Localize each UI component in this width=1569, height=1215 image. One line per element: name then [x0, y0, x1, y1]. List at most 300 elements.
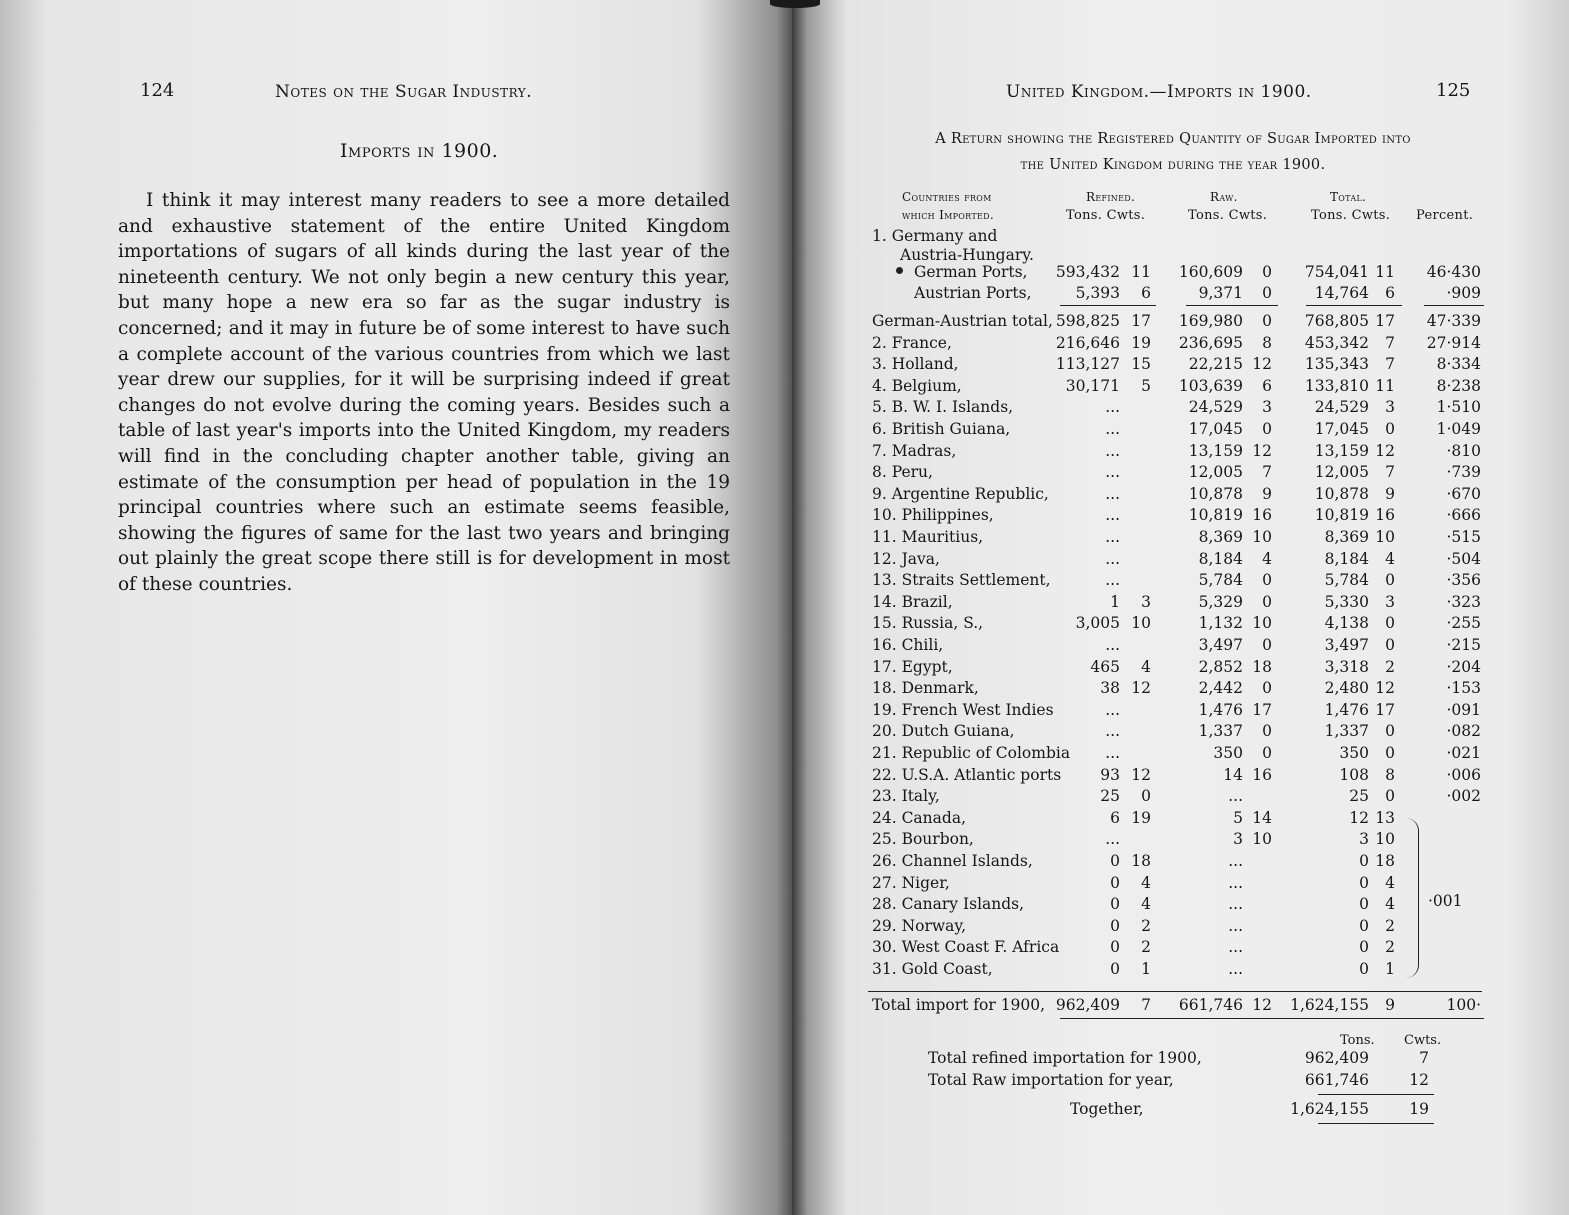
total-raw-cwts: 12 — [1252, 996, 1272, 1014]
raw-tons: 8,369 — [1198, 528, 1243, 546]
total-tons: 0 — [1359, 852, 1369, 870]
country-name: 8. Peru, — [872, 463, 933, 482]
country-name: 4. Belgium, — [872, 376, 962, 395]
refined-tons: 3,005 — [1075, 614, 1120, 633]
refined-tons: ... — [1105, 830, 1120, 849]
percent: ·255 — [1446, 614, 1481, 633]
table-row — [0, 353, 1569, 375]
raw-tons: 17,045 — [1188, 420, 1243, 438]
raw-tons: 3,497 — [1198, 636, 1243, 654]
table-row — [0, 282, 1569, 304]
table-row — [0, 936, 1569, 958]
total-cwts: 7 — [1385, 355, 1395, 374]
table-row — [0, 828, 1569, 850]
right-page-number: 125 — [1436, 80, 1471, 101]
rule-below-total — [1060, 1018, 1484, 1019]
refined-tons: 593,432 — [1055, 263, 1120, 281]
table-row — [0, 634, 1569, 656]
raw-cwts: 16 — [1252, 765, 1272, 784]
total-tons: 768,805 — [1304, 312, 1369, 330]
refined-cwts: 2 — [1141, 938, 1151, 957]
total-cwts: 0 — [1385, 722, 1395, 741]
total-cwts: 2 — [1385, 657, 1395, 676]
raw-cwts: 3 — [1262, 398, 1272, 417]
raw-cwts: 0 — [1262, 263, 1272, 281]
raw-tons: 13,159 — [1188, 441, 1243, 460]
raw-tons: 9,371 — [1198, 284, 1243, 302]
raw-tons: 14 — [1223, 765, 1243, 784]
header-refined: Refined. — [1086, 190, 1136, 204]
table-row — [0, 720, 1569, 742]
total-cwts: 3 — [1385, 398, 1395, 417]
raw-tons: 12,005 — [1188, 463, 1243, 482]
percent: ·215 — [1446, 636, 1481, 654]
total-label: Total import for 1900, — [872, 996, 1046, 1014]
refined-cwts: 5 — [1141, 376, 1151, 395]
raw-cwts: 0 — [1262, 679, 1272, 698]
total-tons: 14,764 — [1314, 284, 1369, 302]
country-name: 5. B. W. I. Islands, — [872, 398, 1014, 417]
summary-label: Total refined importation for 1900, — [928, 1049, 1202, 1067]
refined-tons: 0 — [1110, 960, 1120, 978]
table-row — [0, 893, 1569, 915]
percent: ·356 — [1446, 571, 1481, 590]
raw-cwts: 10 — [1252, 614, 1272, 633]
raw-tons: 5,784 — [1198, 571, 1243, 590]
total-raw-tons: 661,746 — [1178, 996, 1243, 1014]
raw-cwts: 9 — [1262, 484, 1272, 503]
summary-tons: 1,624,155 — [1290, 1100, 1369, 1118]
total-percent: 100· — [1446, 996, 1481, 1014]
percent: 27·914 — [1426, 333, 1481, 352]
country-name: 9. Argentine Republic, — [872, 484, 1049, 503]
percent: ·082 — [1446, 722, 1481, 741]
total-tons: 5,784 — [1324, 571, 1369, 590]
brace-bracket — [1406, 818, 1419, 978]
total-cwts: 10 — [1375, 528, 1395, 546]
country-name: 26. Channel Islands, — [872, 852, 1033, 870]
total-tons: 12,005 — [1314, 463, 1369, 482]
raw-cwts: 0 — [1262, 744, 1272, 762]
total-cwts: 11 — [1375, 376, 1395, 395]
country-name: 7. Madras, — [872, 441, 957, 460]
total-cwts: 7 — [1385, 333, 1395, 352]
total-cwts: 17 — [1375, 700, 1395, 719]
raw-tons: 8,184 — [1198, 549, 1243, 568]
total-tons: 0 — [1359, 916, 1369, 935]
total-tons: 453,342 — [1304, 333, 1369, 352]
refined-cwts: 15 — [1131, 355, 1151, 374]
summary-cwts: 7 — [1419, 1049, 1429, 1067]
raw-tons: 1,476 — [1198, 700, 1243, 719]
refined-tons: ... — [1105, 636, 1120, 654]
total-cwts: 0 — [1385, 571, 1395, 590]
left-running-head: Notes on the Sugar Industry. — [275, 82, 533, 102]
header-countries-1: Countries from — [902, 190, 992, 204]
total-cwts: 7 — [1385, 463, 1395, 482]
raw-tons: 160,609 — [1178, 263, 1243, 281]
table-title-line-2: the United Kingdom during the year 1900. — [1020, 157, 1326, 173]
raw-tons: 5 — [1233, 808, 1243, 827]
total-total-cwts: 9 — [1385, 996, 1395, 1014]
raw-tons: 236,695 — [1178, 333, 1243, 352]
percent: 8·334 — [1436, 355, 1481, 374]
country-name: 12. Java, — [872, 549, 940, 568]
refined-tons: ... — [1105, 722, 1120, 741]
refined-tons: 0 — [1110, 873, 1120, 892]
left-page-number: 124 — [140, 80, 175, 101]
total-tons: 0 — [1359, 873, 1369, 892]
table-row — [0, 764, 1569, 786]
country-name: 24. Canada, — [872, 808, 966, 827]
percent: ·002 — [1446, 787, 1481, 806]
group-heading-text: Austria-Hungary. — [900, 246, 1034, 264]
country-name: 6. British Guiana, — [872, 420, 1011, 438]
table-row — [0, 418, 1569, 440]
total-total-tons: 1,624,155 — [1290, 996, 1369, 1014]
raw-tons: 5,329 — [1198, 592, 1243, 611]
percent: 47·339 — [1426, 312, 1481, 330]
header-countries-2: which Imported. — [902, 208, 994, 222]
refined-tons: ... — [1105, 420, 1120, 438]
total-tons: 2,480 — [1324, 679, 1369, 698]
total-cwts: 17 — [1375, 312, 1395, 330]
raw-tons: 103,639 — [1178, 376, 1243, 395]
total-cwts: 18 — [1375, 852, 1395, 870]
percent: ·504 — [1446, 549, 1481, 568]
total-cwts: 0 — [1385, 614, 1395, 633]
country-name: German Ports, — [914, 263, 1028, 281]
table-row — [0, 915, 1569, 937]
raw-cwts: 10 — [1252, 528, 1272, 546]
raw-cwts: 0 — [1262, 592, 1272, 611]
total-tons: 10,819 — [1314, 506, 1369, 525]
country-name: 11. Mauritius, — [872, 528, 984, 546]
refined-cwts: 3 — [1141, 592, 1151, 611]
body-paragraph: I think it may interest many readers to see a more detailed and exhaustive statement of the entire United Kingdom importations of sugars of all kinds during the last year of the nineteenth century. We not only begin a new century this year, but many hope a new era so far as the sugar industry is concerned; and it may in future be of some interest to have such a complete account of the various countries from which we last year drew our supplies, for it will be surprising indeed if great changes do not evolve during the coming years. Besides such a table of last year's imports into the United Kingdom, my readers will find in the concluding chapter another table, giving an estimate of the consumption per head of population in the 19 principal countries where such an estimate seems feasible, showing the figures of same for the last two years and bringing out plainly the great scope there still is for development in most of these countries. — [118, 190, 730, 595]
percent: ·670 — [1446, 484, 1481, 503]
country-name: 20. Dutch Guiana, — [872, 722, 1015, 741]
country-name: 25. Bourbon, — [872, 830, 974, 849]
total-cwts: 6 — [1385, 284, 1395, 302]
country-name: 18. Denmark, — [872, 679, 979, 698]
raw-tons: ... — [1228, 873, 1243, 892]
raw-cwts: 12 — [1252, 355, 1272, 374]
raw-cwts: 18 — [1252, 657, 1272, 676]
refined-tons: 6 — [1110, 808, 1120, 827]
total-tons: 13,159 — [1314, 441, 1369, 460]
refined-tons: ... — [1105, 549, 1120, 568]
percent: ·739 — [1446, 463, 1481, 482]
total-tons: 350 — [1339, 744, 1369, 762]
summary-label: Together, — [1070, 1100, 1144, 1118]
total-refined-cwts: 7 — [1141, 996, 1151, 1014]
refined-tons: 0 — [1110, 938, 1120, 957]
country-name: German-Austrian total, — [872, 312, 1053, 330]
total-tons: 1,476 — [1324, 700, 1369, 719]
raw-tons: ... — [1228, 938, 1243, 957]
raw-cwts: 0 — [1262, 284, 1272, 302]
rule-summary-total — [1318, 1123, 1434, 1124]
country-name: 30. West Coast F. Africa — [872, 938, 1060, 957]
total-refined-tons: 962,409 — [1055, 996, 1120, 1014]
refined-cwts: 18 — [1131, 852, 1151, 870]
country-name: 23. Italy, — [872, 787, 940, 806]
raw-tons: ... — [1228, 852, 1243, 870]
total-tons: 12 — [1349, 808, 1369, 827]
brace-percent: ·001 — [1428, 892, 1463, 910]
refined-tons: 93 — [1100, 765, 1120, 784]
refined-cwts: 6 — [1141, 284, 1151, 302]
total-tons: 135,343 — [1304, 355, 1369, 374]
total-tons: 24,529 — [1314, 398, 1369, 417]
total-tons: 25 — [1349, 787, 1369, 806]
refined-tons: ... — [1105, 463, 1120, 482]
percent: ·810 — [1446, 441, 1481, 460]
total-tons: 0 — [1359, 938, 1369, 957]
table-row — [0, 612, 1569, 634]
total-row — [0, 994, 1569, 1016]
raw-tons: ... — [1228, 787, 1243, 806]
summary-label: Total Raw importation for year, — [928, 1071, 1174, 1089]
table-row — [0, 440, 1569, 462]
country-name: 29. Norway, — [872, 916, 967, 935]
total-tons: 8,184 — [1324, 549, 1369, 568]
country-name: 17. Egypt, — [872, 657, 953, 676]
table-row — [0, 261, 1569, 283]
table-row — [0, 591, 1569, 613]
summary-line — [0, 1069, 1569, 1091]
total-cwts: 4 — [1385, 873, 1395, 892]
table-row — [0, 569, 1569, 591]
table-row — [0, 807, 1569, 829]
group-heading-text: 1. Germany and — [872, 227, 998, 245]
refined-cwts: 1 — [1141, 960, 1151, 978]
total-cwts: 9 — [1385, 484, 1395, 503]
refined-tons: 5,393 — [1075, 284, 1120, 302]
table-row — [0, 785, 1569, 807]
country-name: 15. Russia, S., — [872, 614, 984, 633]
country-name: Austrian Ports, — [914, 284, 1032, 302]
summary-tons: 962,409 — [1304, 1049, 1369, 1067]
rule-raw-subtotal — [1186, 305, 1278, 306]
refined-cwts: 4 — [1141, 873, 1151, 892]
refined-cwts: 11 — [1131, 263, 1151, 281]
table-row — [0, 699, 1569, 721]
table-row — [0, 483, 1569, 505]
percent: 8·238 — [1436, 376, 1481, 395]
raw-tons: 169,980 — [1178, 312, 1243, 330]
percent: ·515 — [1446, 528, 1481, 546]
summary-cwts: 12 — [1409, 1071, 1429, 1089]
rule-refined-subtotal — [1060, 305, 1156, 306]
raw-cwts: 12 — [1252, 441, 1272, 460]
total-tons: 5,330 — [1324, 592, 1369, 611]
percent: ·666 — [1446, 506, 1481, 525]
country-name: 21. Republic of Colombia — [872, 744, 1071, 762]
table-row — [0, 375, 1569, 397]
table-row — [0, 461, 1569, 483]
percent: ·153 — [1446, 679, 1481, 698]
refined-tons: ... — [1105, 398, 1120, 417]
total-tons: 17,045 — [1314, 420, 1369, 438]
total-tons: 108 — [1339, 765, 1369, 784]
raw-cwts: 4 — [1262, 549, 1272, 568]
raw-cwts: 0 — [1262, 571, 1272, 590]
total-cwts: 3 — [1385, 592, 1395, 611]
header-raw: Raw. — [1210, 190, 1238, 204]
refined-tons: 0 — [1110, 852, 1120, 870]
rule-summary — [1318, 1094, 1434, 1095]
table-row — [0, 526, 1569, 548]
total-tons: 754,041 — [1304, 263, 1369, 281]
rule-above-total — [868, 991, 1482, 992]
table-row — [0, 504, 1569, 526]
refined-tons: 216,646 — [1055, 333, 1120, 352]
total-cwts: 12 — [1375, 679, 1395, 698]
table-row — [0, 958, 1569, 980]
summary-tons: 661,746 — [1304, 1071, 1369, 1089]
book-gutter — [770, 0, 820, 8]
summary-cwts-header: Cwts. — [1404, 1033, 1442, 1048]
total-tons: 0 — [1359, 895, 1369, 914]
refined-cwts: 19 — [1131, 333, 1151, 352]
raw-cwts: 6 — [1262, 376, 1272, 395]
raw-tons: 350 — [1213, 744, 1243, 762]
right-running-head: United Kingdom.—Imports in 1900. — [1006, 82, 1312, 102]
country-name: 2. France, — [872, 333, 952, 352]
total-tons: 3,318 — [1324, 657, 1369, 676]
refined-tons: 113,127 — [1055, 355, 1120, 374]
total-cwts: 4 — [1385, 895, 1395, 914]
total-tons: 0 — [1359, 960, 1369, 978]
total-cwts: 16 — [1375, 506, 1395, 525]
country-name: 16. Chili, — [872, 636, 944, 654]
header-total: Total. — [1330, 190, 1367, 204]
raw-tons: ... — [1228, 960, 1243, 978]
country-name: 22. U.S.A. Atlantic ports — [872, 765, 1062, 784]
total-cwts: 2 — [1385, 938, 1395, 957]
total-cwts: 4 — [1385, 549, 1395, 568]
refined-cwts: 4 — [1141, 895, 1151, 914]
table-row — [0, 850, 1569, 872]
refined-tons: ... — [1105, 571, 1120, 590]
refined-tons: ... — [1105, 506, 1120, 525]
total-tons: 3,497 — [1324, 636, 1369, 654]
country-name: 28. Canary Islands, — [872, 895, 1025, 914]
total-cwts: 12 — [1375, 441, 1395, 460]
total-cwts: 0 — [1385, 787, 1395, 806]
percent: 1·049 — [1436, 420, 1481, 438]
total-cwts: 0 — [1385, 636, 1395, 654]
refined-cwts: 10 — [1131, 614, 1151, 633]
raw-cwts: 14 — [1252, 808, 1272, 827]
raw-tons: 3 — [1233, 830, 1243, 849]
section-title: Imports in 1900. — [340, 140, 499, 162]
total-cwts: 1 — [1385, 960, 1395, 978]
raw-tons: 1,132 — [1198, 614, 1243, 633]
table-row — [0, 656, 1569, 678]
total-tons: 10,878 — [1314, 484, 1369, 503]
total-tons: 1,337 — [1324, 722, 1369, 741]
refined-cwts: 0 — [1141, 787, 1151, 806]
total-cwts: 0 — [1385, 420, 1395, 438]
table-title-line-1: A Return showing the Registered Quantity of Sugar Imported into — [935, 131, 1411, 147]
refined-tons: ... — [1105, 441, 1120, 460]
raw-tons: 10,819 — [1188, 506, 1243, 525]
table-row — [0, 872, 1569, 894]
refined-tons: ... — [1105, 744, 1120, 762]
percent: ·204 — [1446, 657, 1481, 676]
percent: ·909 — [1446, 284, 1481, 302]
raw-cwts: 8 — [1262, 333, 1272, 352]
refined-tons: 598,825 — [1055, 312, 1120, 330]
refined-tons: ... — [1105, 484, 1120, 503]
refined-cwts: 12 — [1131, 765, 1151, 784]
raw-cwts: 10 — [1252, 830, 1272, 849]
raw-cwts: 0 — [1262, 636, 1272, 654]
raw-tons: ... — [1228, 895, 1243, 914]
rule-total-subtotal — [1306, 305, 1402, 306]
country-name: 19. French West Indies — [872, 700, 1054, 719]
percent: 1·510 — [1436, 398, 1481, 417]
refined-tons: 25 — [1100, 787, 1120, 806]
table-row — [0, 742, 1569, 764]
refined-cwts: 19 — [1131, 808, 1151, 827]
total-cwts: 2 — [1385, 916, 1395, 935]
total-cwts: 10 — [1375, 830, 1395, 849]
total-tons: 3 — [1359, 830, 1369, 849]
total-cwts: 11 — [1375, 263, 1395, 281]
header-percent: Percent. — [1416, 208, 1474, 223]
table-row — [0, 310, 1569, 332]
raw-cwts: 16 — [1252, 506, 1272, 525]
total-tons: 8,369 — [1324, 528, 1369, 546]
raw-cwts: 0 — [1262, 420, 1272, 438]
refined-cwts: 4 — [1141, 657, 1151, 676]
raw-tons: 2,852 — [1198, 657, 1243, 676]
raw-cwts: 17 — [1252, 700, 1272, 719]
percent: ·323 — [1446, 592, 1481, 611]
refined-tons: 465 — [1090, 657, 1120, 676]
header-raw-units: Tons. Cwts. — [1188, 208, 1268, 223]
total-tons: 133,810 — [1304, 376, 1369, 395]
total-cwts: 8 — [1385, 765, 1395, 784]
raw-cwts: 0 — [1262, 722, 1272, 741]
summary-tons-header: Tons. — [1340, 1033, 1375, 1048]
country-name: 13. Straits Settlement, — [872, 571, 1051, 590]
header-refined-units: Tons. Cwts. — [1066, 208, 1146, 223]
country-name: 3. Holland, — [872, 355, 959, 374]
summary-line — [0, 1047, 1569, 1069]
table-row — [0, 548, 1569, 570]
total-cwts: 13 — [1375, 808, 1395, 827]
rule-percent-subtotal — [1424, 305, 1484, 306]
raw-tons: 2,442 — [1198, 679, 1243, 698]
summary-cwts: 19 — [1409, 1100, 1429, 1118]
country-name: 31. Gold Coast, — [872, 960, 993, 978]
raw-tons: 24,529 — [1188, 398, 1243, 417]
percent: ·091 — [1446, 700, 1481, 719]
refined-tons: 0 — [1110, 916, 1120, 935]
raw-tons: ... — [1228, 916, 1243, 935]
refined-cwts: 17 — [1131, 312, 1151, 330]
percent: ·006 — [1446, 765, 1481, 784]
raw-cwts: 7 — [1262, 463, 1272, 482]
table-row — [0, 677, 1569, 699]
country-name: 27. Niger, — [872, 873, 950, 892]
country-name: 10. Philippines, — [872, 506, 994, 525]
